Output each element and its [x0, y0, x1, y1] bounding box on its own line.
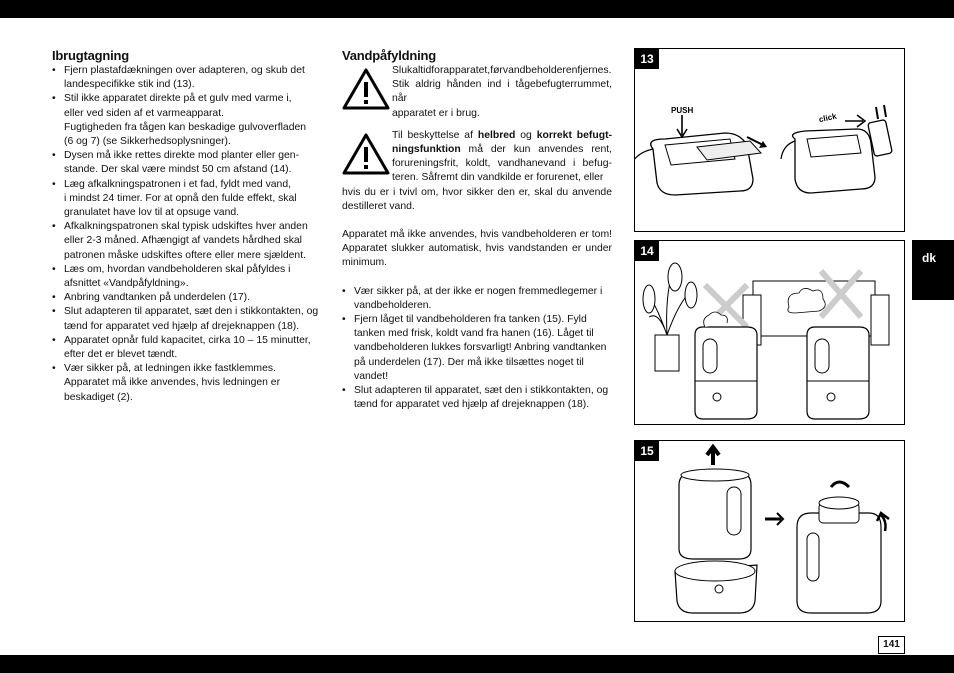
list-item-line: Apparatet må ikke anvendes, hvis ledningen er	[64, 377, 281, 389]
heading-vandpafyldning: Vandpåfyldning	[342, 48, 436, 63]
warning-block-2	[342, 129, 612, 186]
adapter-illustration	[635, 49, 906, 233]
list-item	[52, 92, 322, 149]
list-item-line: • Afkalkningspatronen skal typisk udskiftes hver anden	[64, 221, 308, 233]
filling-list	[342, 285, 612, 413]
list-item-line: tanken med frisk, koldt vand fra hanen (16). Låget til	[354, 328, 594, 340]
list-item	[52, 362, 322, 405]
list-item-line: beskadiget (2).	[64, 391, 133, 403]
list-item-line: • Apparatet opnår fuld kapacitet, cirka 10 – 15 minutter,	[64, 334, 311, 346]
list-item-line: • Fjern plastafdækningen over adapteren, og skub det	[64, 65, 305, 76]
top-bar	[0, 0, 954, 18]
list-item-line: eller ved siden af et varmeapparat.	[64, 107, 224, 119]
list-item-line: patronen måske udskiftes oftere eller mere sjældent.	[64, 249, 306, 261]
heading-ibrugtagning: Ibrugtagning	[52, 48, 130, 63]
figure-number-15: 15	[635, 441, 659, 461]
figure-number-13: 13	[635, 49, 659, 69]
page-number: 141	[878, 636, 905, 654]
list-item-line: • Stil ikke apparatet direkte på et gulv med varme i,	[64, 93, 292, 105]
placement-illustration	[635, 241, 906, 426]
list-item-line: stande. Der skal være mindst 50 cm afstand (14).	[64, 164, 292, 176]
list-item-line: landespecifikke stik ind (13).	[64, 79, 195, 91]
warning-text-1	[392, 64, 612, 121]
tank-illustration	[635, 441, 906, 623]
list-item-line: afsnittet «Vandpåfyldning».	[64, 278, 189, 290]
list-item	[52, 263, 322, 291]
figure-number-14: 14	[635, 241, 659, 261]
setup-list	[52, 64, 322, 405]
list-item-line: tænd for apparatet ved hjælp af drejeknappen (18).	[354, 399, 590, 411]
list-item-line: • Slut adapteren til apparatet, sæt den i stikkontakten, og	[64, 306, 319, 318]
warning-line: apparatet er i brug.	[392, 107, 480, 119]
list-item-line: vandbeholderen lukkes forsvarligt! Anbring vandtanken	[354, 342, 607, 354]
push-label: PUSH	[671, 106, 694, 115]
list-item	[52, 64, 322, 92]
warning-line: Stik aldrig hånden ind i tågebefugterrummet, når	[392, 79, 612, 105]
list-item	[52, 149, 322, 177]
list-item-line: tænd for apparatet ved hjælp af drejeknappen (18).	[64, 320, 300, 332]
list-item	[52, 220, 322, 263]
list-item-line: efter det er blevet tændt.	[64, 349, 178, 361]
list-item-line: • Vær sikker på, at der ikke er nogen fremmedlegemer i	[354, 285, 603, 297]
warning-block-1	[342, 64, 612, 121]
list-item-line: • Læs om, hvordan vandbeholderen skal påfyldes i	[64, 263, 291, 275]
list-item-line: på underdelen (17). Der må ikke tilsættes noget til	[354, 356, 584, 368]
warning-text-2-tail: hvis du er i tvivl om, hvor sikker den er, skal du anvende destilleret vand.	[342, 186, 612, 212]
list-item	[342, 313, 612, 384]
figure-15	[634, 440, 905, 622]
list-item-line: vandbeholderen.	[354, 299, 432, 311]
list-item-line: vandet!	[354, 370, 389, 382]
list-item-line: i mindst 24 timer. For at opnå den fulde effekt, skal	[64, 192, 297, 204]
empty-tank-paragraph: Apparatet må ikke anvendes, hvis vandbeholderen er tom! Apparatet slukker automatisk, hvis vandstanden er under minimum.	[342, 229, 612, 269]
bottom-bar	[0, 655, 954, 673]
list-item-line: granulatet have lov til at opsuge vand.	[64, 207, 240, 219]
list-item-line: (6 og 7) (se Sikkerhedsoplysninger).	[64, 136, 231, 148]
warning-icon	[342, 133, 390, 175]
warning-icon	[342, 68, 390, 110]
list-item	[342, 384, 612, 412]
language-tab: dk	[912, 240, 954, 300]
figure-13	[634, 48, 905, 232]
list-item	[52, 334, 322, 362]
list-item	[52, 178, 322, 221]
list-item-line: • Anbring vandtanken på underdelen (17).	[64, 292, 251, 304]
warning-text-2: Til beskyttelse af helbred og korrekt befugt-ningsfunktion må der kun anvendes rent, forureningsfrit, koldt, vandhanevand i befug-teren. Såfremt din vandkilde er forurenet, eller	[392, 129, 612, 184]
list-item-line: • Læg afkalkningspatronen i et fad, fyldt med vand,	[64, 178, 292, 190]
list-item	[52, 291, 322, 305]
column-ibrugtagning	[52, 48, 322, 405]
warning-line: Slukaltidforapparatet,førvandbeholderenfjernes.	[392, 65, 612, 76]
list-item-line: Fugtigheden fra tågen kan beskadige gulvoverfladen	[64, 121, 307, 133]
click-label: click	[818, 111, 838, 125]
list-item-line: • Vær sikker på, at ledningen ikke fastklemmes.	[64, 363, 276, 375]
list-item-line: • Dysen må ikke rettes direkte mod planter eller gen-	[64, 150, 300, 162]
list-item	[342, 285, 612, 313]
list-item-line: • Slut adapteren til apparatet, sæt den i stikkontakten, og	[354, 385, 609, 397]
list-item-line: eller 2-3 måned. Afhængigt af vandets hårdhed skal	[64, 235, 302, 247]
column-vandpafyldning	[342, 48, 612, 412]
list-item	[52, 305, 322, 333]
figure-14	[634, 240, 905, 425]
list-item-line: • Fjern låget til vandbeholderen fra tanken (15). Fyld	[354, 314, 587, 326]
